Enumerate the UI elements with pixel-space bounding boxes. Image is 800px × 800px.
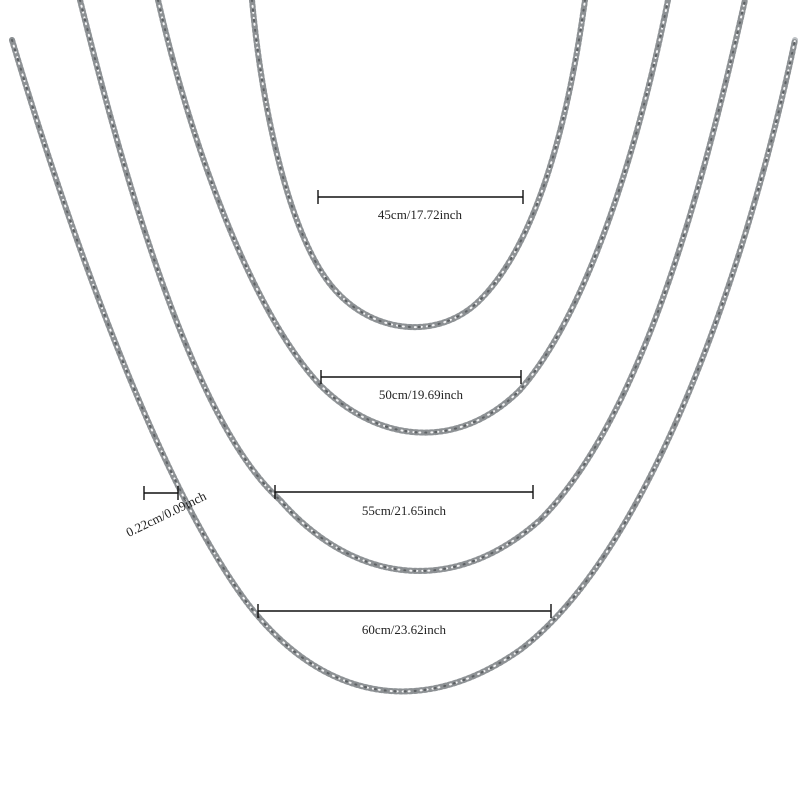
width-label: 0.22cm/0.09inch [123, 488, 209, 540]
chain-45cm [252, 0, 585, 327]
length-label-60cm: 60cm/23.62inch [361, 622, 447, 637]
measure-60cm [258, 604, 551, 637]
measure-55cm [275, 485, 533, 518]
measure-50cm [321, 370, 521, 402]
length-label-45cm: 45cm/17.72inch [377, 207, 463, 222]
measure-45cm [318, 190, 523, 222]
length-label-50cm: 50cm/19.69inch [378, 387, 464, 402]
length-label-55cm: 55cm/21.65inch [361, 503, 447, 518]
measure-width [123, 486, 209, 540]
chain-60cm [12, 40, 795, 691]
